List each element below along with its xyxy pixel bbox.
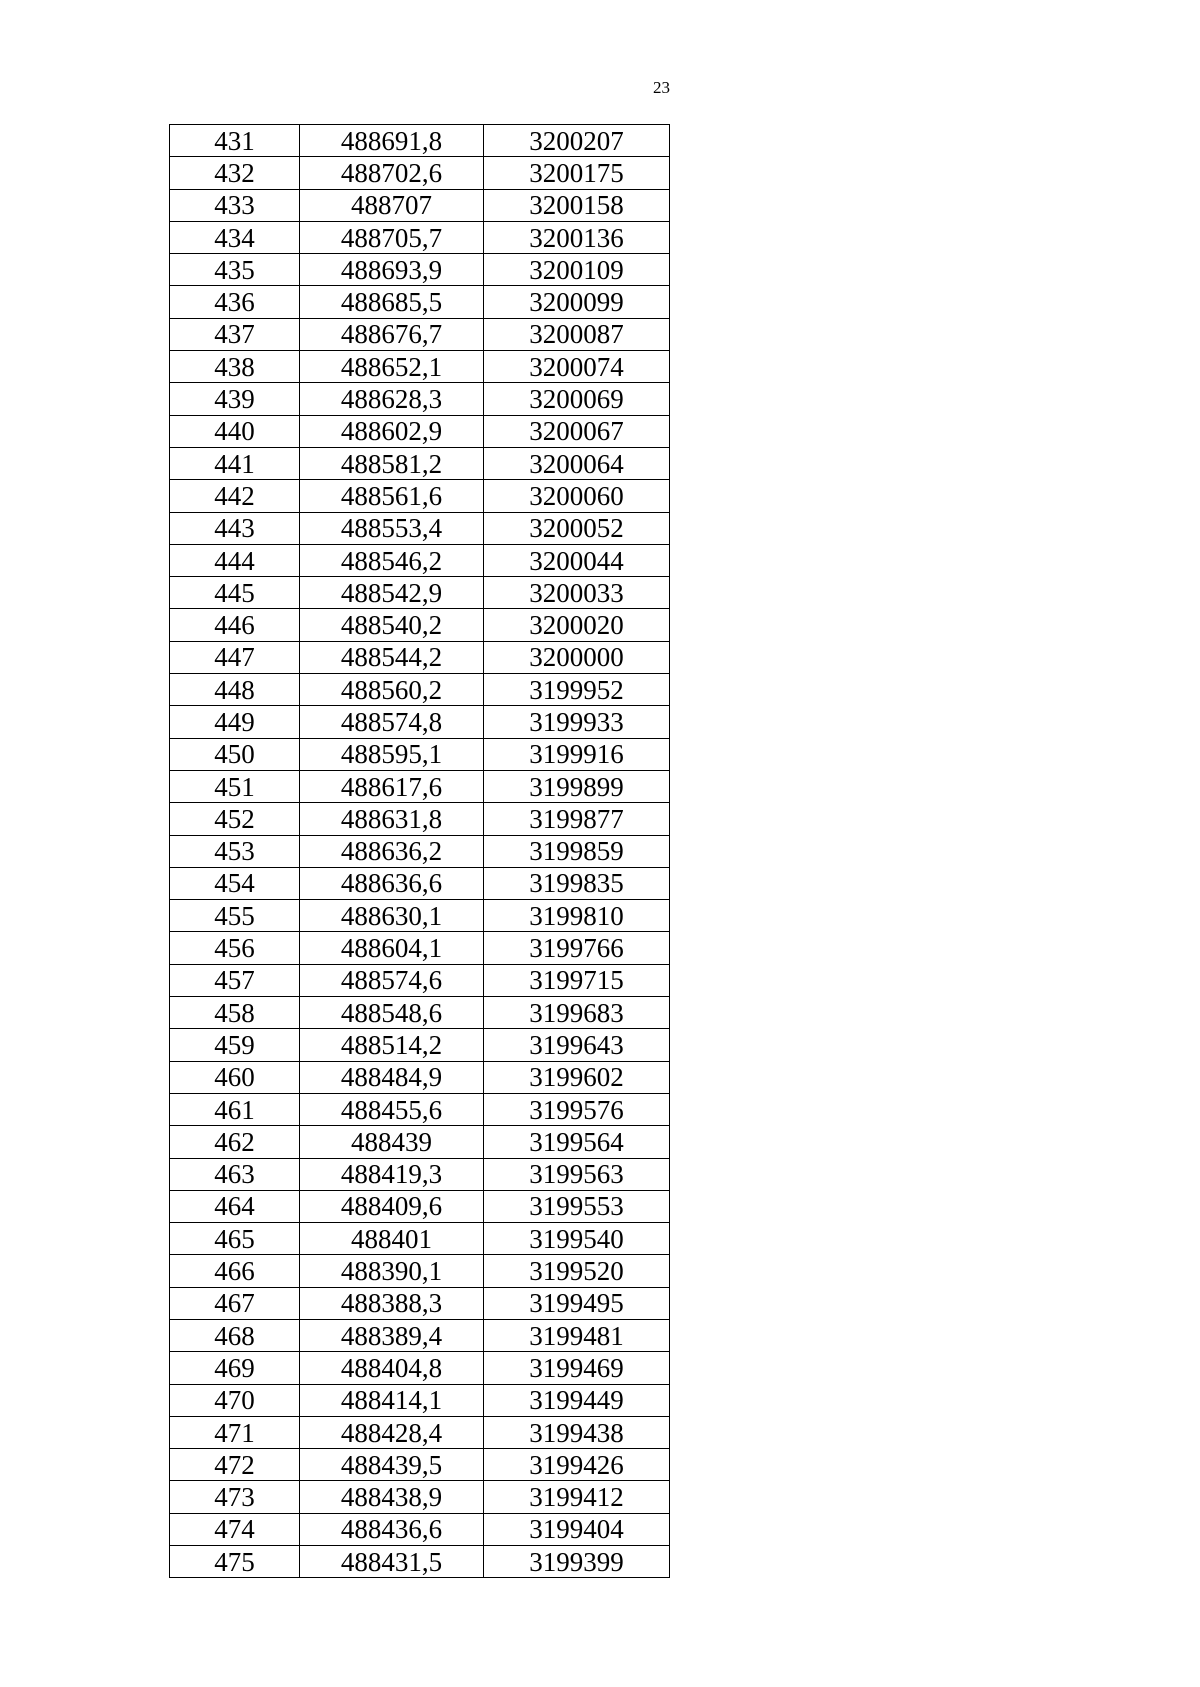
y-coordinate-cell: 3200000 [484,641,670,673]
table-row [170,1287,670,1319]
table-row [170,803,670,835]
x-coordinate-cell: 488455,6 [300,1093,484,1125]
point-number-cell: 469 [170,1352,300,1384]
point-number-cell: 455 [170,900,300,932]
point-number-cell: 452 [170,803,300,835]
point-number-cell: 459 [170,1029,300,1061]
table-row [170,351,670,383]
table-row [170,900,670,932]
point-number-cell: 446 [170,609,300,641]
y-coordinate-cell: 3199643 [484,1029,670,1061]
x-coordinate-cell: 488604,1 [300,932,484,964]
y-coordinate-cell: 3199576 [484,1093,670,1125]
y-coordinate-cell: 3200020 [484,609,670,641]
y-coordinate-cell: 3199899 [484,770,670,802]
point-number-cell: 436 [170,286,300,318]
table-row [170,609,670,641]
y-coordinate-cell: 3200109 [484,254,670,286]
y-coordinate-cell: 3200044 [484,544,670,576]
table-row [170,447,670,479]
point-number-cell: 439 [170,383,300,415]
y-coordinate-cell: 3199412 [484,1481,670,1513]
table-row [170,254,670,286]
table-row [170,480,670,512]
table-row [170,964,670,996]
table-row [170,125,670,157]
table-row [170,1190,670,1222]
y-coordinate-cell: 3199933 [484,706,670,738]
x-coordinate-cell: 488431,5 [300,1546,484,1578]
table-row [170,1061,670,1093]
table-row [170,1449,670,1481]
y-coordinate-cell: 3200064 [484,447,670,479]
y-coordinate-cell: 3199715 [484,964,670,996]
y-coordinate-cell: 3200207 [484,125,670,157]
table-row [170,1416,670,1448]
x-coordinate-cell: 488542,9 [300,577,484,609]
point-number-cell: 445 [170,577,300,609]
table-row [170,415,670,447]
point-number-cell: 450 [170,738,300,770]
x-coordinate-cell: 488705,7 [300,221,484,253]
y-coordinate-cell: 3199404 [484,1513,670,1545]
table-row [170,318,670,350]
y-coordinate-cell: 3199602 [484,1061,670,1093]
point-number-cell: 442 [170,480,300,512]
point-number-cell: 433 [170,189,300,221]
y-coordinate-cell: 3199481 [484,1319,670,1351]
point-number-cell: 472 [170,1449,300,1481]
y-coordinate-cell: 3200033 [484,577,670,609]
point-number-cell: 437 [170,318,300,350]
point-number-cell: 431 [170,125,300,157]
y-coordinate-cell: 3199438 [484,1416,670,1448]
table-row [170,1546,670,1578]
x-coordinate-cell: 488546,2 [300,544,484,576]
point-number-cell: 456 [170,932,300,964]
y-coordinate-cell: 3199399 [484,1546,670,1578]
x-coordinate-cell: 488617,6 [300,770,484,802]
coordinates-table-body [170,125,670,1578]
point-number-cell: 464 [170,1190,300,1222]
table-row [170,1093,670,1125]
point-number-cell: 458 [170,997,300,1029]
y-coordinate-cell: 3200175 [484,157,670,189]
y-coordinate-cell: 3199683 [484,997,670,1029]
table-row [170,286,670,318]
y-coordinate-cell: 3199810 [484,900,670,932]
x-coordinate-cell: 488390,1 [300,1255,484,1287]
point-number-cell: 470 [170,1384,300,1416]
y-coordinate-cell: 3199540 [484,1223,670,1255]
table-row [170,1352,670,1384]
point-number-cell: 475 [170,1546,300,1578]
y-coordinate-cell: 3200158 [484,189,670,221]
x-coordinate-cell: 488436,6 [300,1513,484,1545]
point-number-cell: 441 [170,447,300,479]
point-number-cell: 462 [170,1126,300,1158]
x-coordinate-cell: 488707 [300,189,484,221]
table-row [170,544,670,576]
point-number-cell: 434 [170,221,300,253]
point-number-cell: 460 [170,1061,300,1093]
x-coordinate-cell: 488404,8 [300,1352,484,1384]
table-row [170,738,670,770]
point-number-cell: 468 [170,1319,300,1351]
x-coordinate-cell: 488602,9 [300,415,484,447]
y-coordinate-cell: 3199564 [484,1126,670,1158]
table-row [170,770,670,802]
point-number-cell: 435 [170,254,300,286]
table-row [170,512,670,544]
y-coordinate-cell: 3199835 [484,867,670,899]
table-row [170,1158,670,1190]
table-row [170,157,670,189]
y-coordinate-cell: 3199495 [484,1287,670,1319]
y-coordinate-cell: 3199553 [484,1190,670,1222]
y-coordinate-cell: 3200069 [484,383,670,415]
x-coordinate-cell: 488548,6 [300,997,484,1029]
table-row [170,1384,670,1416]
table-row [170,221,670,253]
table-row [170,383,670,415]
x-coordinate-cell: 488685,5 [300,286,484,318]
table-row [170,1255,670,1287]
y-coordinate-cell: 3199449 [484,1384,670,1416]
x-coordinate-cell: 488652,1 [300,351,484,383]
point-number-cell: 471 [170,1416,300,1448]
point-number-cell: 473 [170,1481,300,1513]
x-coordinate-cell: 488631,8 [300,803,484,835]
table-row [170,1481,670,1513]
y-coordinate-cell: 3199563 [484,1158,670,1190]
y-coordinate-cell: 3199859 [484,835,670,867]
point-number-cell: 447 [170,641,300,673]
point-number-cell: 444 [170,544,300,576]
x-coordinate-cell: 488636,6 [300,867,484,899]
table-row [170,997,670,1029]
x-coordinate-cell: 488388,3 [300,1287,484,1319]
x-coordinate-cell: 488628,3 [300,383,484,415]
point-number-cell: 443 [170,512,300,544]
x-coordinate-cell: 488630,1 [300,900,484,932]
table-row [170,867,670,899]
y-coordinate-cell: 3199766 [484,932,670,964]
x-coordinate-cell: 488514,2 [300,1029,484,1061]
x-coordinate-cell: 488691,8 [300,125,484,157]
point-number-cell: 432 [170,157,300,189]
x-coordinate-cell: 488389,4 [300,1319,484,1351]
x-coordinate-cell: 488401 [300,1223,484,1255]
y-coordinate-cell: 3199469 [484,1352,670,1384]
point-number-cell: 461 [170,1093,300,1125]
y-coordinate-cell: 3200067 [484,415,670,447]
table-row [170,1126,670,1158]
page-number: 23 [653,78,670,97]
table-row [170,674,670,706]
point-number-cell: 453 [170,835,300,867]
y-coordinate-cell: 3200074 [484,351,670,383]
x-coordinate-cell: 488438,9 [300,1481,484,1513]
x-coordinate-cell: 488574,8 [300,706,484,738]
point-number-cell: 474 [170,1513,300,1545]
x-coordinate-cell: 488540,2 [300,609,484,641]
table-row [170,706,670,738]
table-row [170,932,670,964]
table-row [170,1319,670,1351]
x-coordinate-cell: 488560,2 [300,674,484,706]
table-row [170,1513,670,1545]
point-number-cell: 438 [170,351,300,383]
point-number-cell: 457 [170,964,300,996]
point-number-cell: 467 [170,1287,300,1319]
point-number-cell: 465 [170,1223,300,1255]
y-coordinate-cell: 3199520 [484,1255,670,1287]
coordinates-table [169,124,670,1578]
x-coordinate-cell: 488595,1 [300,738,484,770]
y-coordinate-cell: 3200060 [484,480,670,512]
y-coordinate-cell: 3200052 [484,512,670,544]
x-coordinate-cell: 488553,4 [300,512,484,544]
point-number-cell: 440 [170,415,300,447]
y-coordinate-cell: 3200099 [484,286,670,318]
x-coordinate-cell: 488561,6 [300,480,484,512]
table-row [170,1029,670,1061]
point-number-cell: 454 [170,867,300,899]
table-row [170,641,670,673]
y-coordinate-cell: 3199952 [484,674,670,706]
x-coordinate-cell: 488544,2 [300,641,484,673]
point-number-cell: 451 [170,770,300,802]
x-coordinate-cell: 488439 [300,1126,484,1158]
point-number-cell: 466 [170,1255,300,1287]
x-coordinate-cell: 488574,6 [300,964,484,996]
x-coordinate-cell: 488419,3 [300,1158,484,1190]
x-coordinate-cell: 488414,1 [300,1384,484,1416]
table-row [170,189,670,221]
point-number-cell: 448 [170,674,300,706]
x-coordinate-cell: 488636,2 [300,835,484,867]
point-number-cell: 449 [170,706,300,738]
x-coordinate-cell: 488693,9 [300,254,484,286]
x-coordinate-cell: 488409,6 [300,1190,484,1222]
point-number-cell: 463 [170,1158,300,1190]
x-coordinate-cell: 488702,6 [300,157,484,189]
x-coordinate-cell: 488439,5 [300,1449,484,1481]
y-coordinate-cell: 3199877 [484,803,670,835]
x-coordinate-cell: 488428,4 [300,1416,484,1448]
y-coordinate-cell: 3200136 [484,221,670,253]
table-row [170,835,670,867]
x-coordinate-cell: 488484,9 [300,1061,484,1093]
x-coordinate-cell: 488581,2 [300,447,484,479]
y-coordinate-cell: 3199916 [484,738,670,770]
y-coordinate-cell: 3200087 [484,318,670,350]
x-coordinate-cell: 488676,7 [300,318,484,350]
y-coordinate-cell: 3199426 [484,1449,670,1481]
table-row [170,577,670,609]
table-row [170,1223,670,1255]
